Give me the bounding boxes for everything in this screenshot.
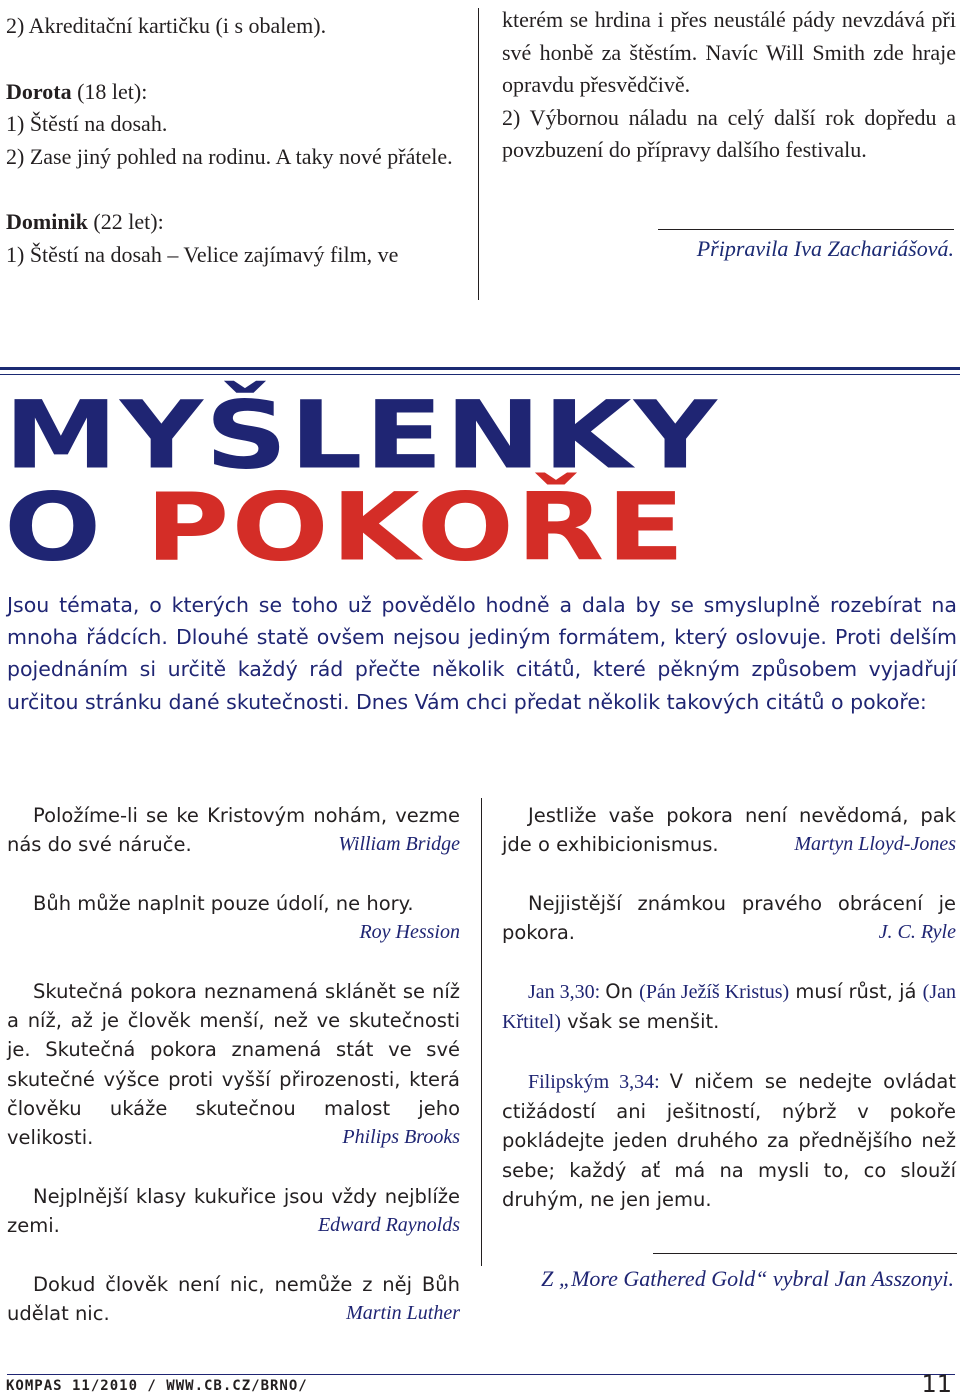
quote-author: Philips Brooks	[342, 1126, 460, 1149]
quote	[502, 1067, 956, 1214]
quote-aside: (Pán Ježíš Kristus)	[639, 980, 790, 1003]
quote-text: Dokud člověk není nic, nemůže z něj Bůh udělat nic.	[7, 1272, 460, 1326]
bible-reference: Jan 3,30:	[528, 980, 606, 1003]
article-title-line-1: MYŠLENKY	[4, 380, 719, 491]
bible-reference: Filipským 3,34:	[528, 1070, 670, 1093]
footer-rule	[7, 1374, 955, 1375]
quote	[7, 801, 460, 860]
top-left-column	[6, 10, 462, 271]
quote-text: On	[605, 979, 640, 1003]
intro-paragraph: Jsou témata, o kterých se toho už povědělo hodně a dala by se smysluplně rozebírat na mnoha řádcích. Dlouhé statě ovšem nejsou jediným formátem, který oslovuje. Proti delším pojednáním si určitě každý rád přečte několik citátů, které pěkným způsobem vyjadřují určitou stránku dané skutečnosti. Dnes Vám chci předat několik takových citátů o pokoře:	[7, 593, 957, 714]
quote-author: Martin Luther	[346, 1302, 460, 1325]
answer-paragraph: kterém se hrdina i přes neustálé pády nevzdává při své honbě za štěstím. Navíc Will Smith zde hraje opravdu přesvědčivě.	[502, 7, 956, 97]
quote-author: Martyn Lloyd-Jones	[794, 833, 956, 856]
answer-line: 2) Zase jiný pohled na rodinu. A taky nové přátele.	[6, 143, 453, 169]
quote	[7, 977, 460, 1153]
quote-text: Jestliže vaše pokora není nevědomá, pak jde o exhibicionismus.	[502, 804, 956, 857]
quote	[7, 889, 460, 948]
respondent-dorota	[6, 76, 462, 109]
footer-magazine: KOMPAS 11/2010 / WWW.CB.CZ/BRNO/	[6, 1378, 308, 1394]
quote-text: Bůh může naplnit pouze údolí, ne hory.	[33, 891, 414, 915]
header-rule-thin	[0, 374, 960, 375]
respondent-age: (18 let):	[71, 78, 148, 104]
quote-author: Roy Hession	[359, 921, 460, 944]
top-right-column	[502, 4, 956, 167]
quote	[7, 1270, 460, 1329]
quote-text: musí růst, já	[789, 979, 923, 1003]
article-credit: Připravila Iva Zachariášová.	[696, 236, 954, 261]
title-word-o: O	[4, 472, 146, 583]
respondent-age: (22 let):	[87, 209, 164, 234]
respondent-dominik	[6, 206, 462, 239]
credit-rule	[658, 229, 954, 230]
quotes-divider	[481, 798, 482, 1266]
quote-author: Edward Raynolds	[317, 1214, 460, 1237]
page-number: 11	[921, 1370, 952, 1398]
answer-line: 2) Akreditační kartičku (i s obalem).	[6, 13, 327, 38]
quote-text: V ničem se nedejte ovládat ctižádostí ani ješitností, nýbrž v pokoře pokládejte jeden druhého za přednějšího než sebe; každý ať má na mysli to, co slouží druhým, ne jen jemu.	[502, 1069, 956, 1211]
quotes-right-column	[502, 801, 956, 1243]
quote-author: J. C. Ryle	[878, 921, 956, 944]
quote-text: Položíme-li se ke Kristovým nohám, vezme nás do své náruče.	[7, 804, 460, 857]
quote-text: však se menšit.	[560, 1010, 720, 1034]
respondent-name: Dominik	[6, 209, 88, 234]
quote	[502, 801, 956, 860]
quote	[7, 1182, 460, 1241]
title-word-pokore: POKOŘE	[145, 472, 687, 583]
quote-author: William Bridge	[338, 833, 460, 856]
selection-rule	[653, 1253, 957, 1254]
quotes-left-column	[7, 801, 460, 1358]
answer-line: 1) Štěstí na dosah – Velice zajímavý film, ve	[6, 241, 399, 267]
respondent-name: Dorota	[6, 78, 72, 104]
answer-line: 1) Štěstí na dosah.	[6, 111, 168, 136]
quote	[502, 889, 956, 948]
quote-text: Nejplnější klasy kukuřice jsou vždy nejblíže zemi.	[7, 1184, 460, 1238]
quote-text: Nejjistější známkou pravého obrácení je pokora.	[502, 891, 956, 945]
answer-paragraph: 2) Výbornou náladu na celý další rok dopředu a povzbuzení do přípravy dalšího festivalu.	[502, 104, 956, 162]
quote-text: Skutečná pokora neznamená sklánět se níž a níž, až je člověk menší, než ve skutečnosti je. Skutečná pokora znamená stát ve své skutečné výšce proti vyšší přirozenosti, která člověku ukáže skutečnou malost jeho velikosti.	[7, 979, 460, 1150]
quote	[502, 977, 956, 1038]
column-divider	[478, 8, 479, 300]
selection-credit: Z „More Gathered Gold“ vybral Jan Asszonyi.	[541, 1266, 954, 1291]
article-title-line-2	[4, 472, 687, 583]
header-rule-thick	[0, 367, 960, 370]
quote-aside: (Jan Křtitel)	[502, 980, 956, 1034]
